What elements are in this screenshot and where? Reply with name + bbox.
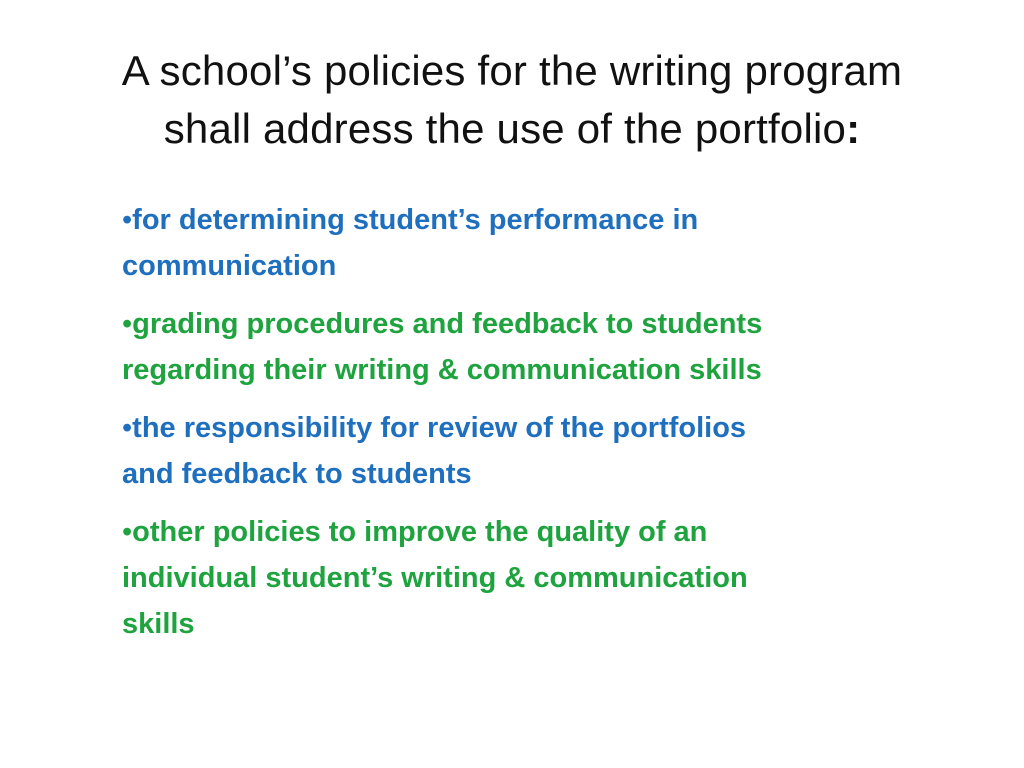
bullet-3-line-1 bbox=[122, 405, 902, 451]
bullet-dot: • bbox=[122, 412, 133, 444]
title-line-2-text: shall address the use of the portfolio bbox=[163, 105, 847, 152]
bullet-4-text-1: other policies to improve the quality of an bbox=[132, 516, 708, 548]
bullet-4-line-1 bbox=[122, 509, 902, 555]
bullet-dot: • bbox=[122, 308, 133, 340]
bullet-dot: • bbox=[122, 204, 133, 236]
bullet-2-line-1 bbox=[122, 301, 902, 347]
bullet-dot: • bbox=[122, 516, 133, 548]
bullet-4-line-3: skills bbox=[122, 608, 195, 640]
bullet-1-line-2: communication bbox=[122, 250, 337, 282]
title-line-1: A school’s policies for the writing program bbox=[121, 47, 903, 94]
title-line-2 bbox=[40, 100, 984, 158]
slide-title bbox=[40, 42, 984, 158]
bullet-2-line-2: regarding their writing & communication skills bbox=[122, 354, 762, 386]
bullet-3-line-2: and feedback to students bbox=[122, 458, 472, 490]
bullet-item-1 bbox=[122, 197, 902, 289]
bullet-list bbox=[122, 197, 902, 659]
bullet-2-text-1: grading procedures and feedback to students bbox=[132, 308, 763, 340]
bullet-item-4 bbox=[122, 509, 902, 647]
bullet-item-2 bbox=[122, 301, 902, 393]
bullet-1-line-1 bbox=[122, 197, 902, 243]
bullet-3-text-1: the responsibility for review of the portfolios bbox=[132, 412, 747, 444]
bullet-4-line-2: individual student’s writing & communication bbox=[122, 562, 748, 594]
bullet-1-text-1: for determining student’s performance in bbox=[132, 204, 699, 236]
title-colon: : bbox=[846, 105, 861, 152]
bullet-item-3 bbox=[122, 405, 902, 497]
